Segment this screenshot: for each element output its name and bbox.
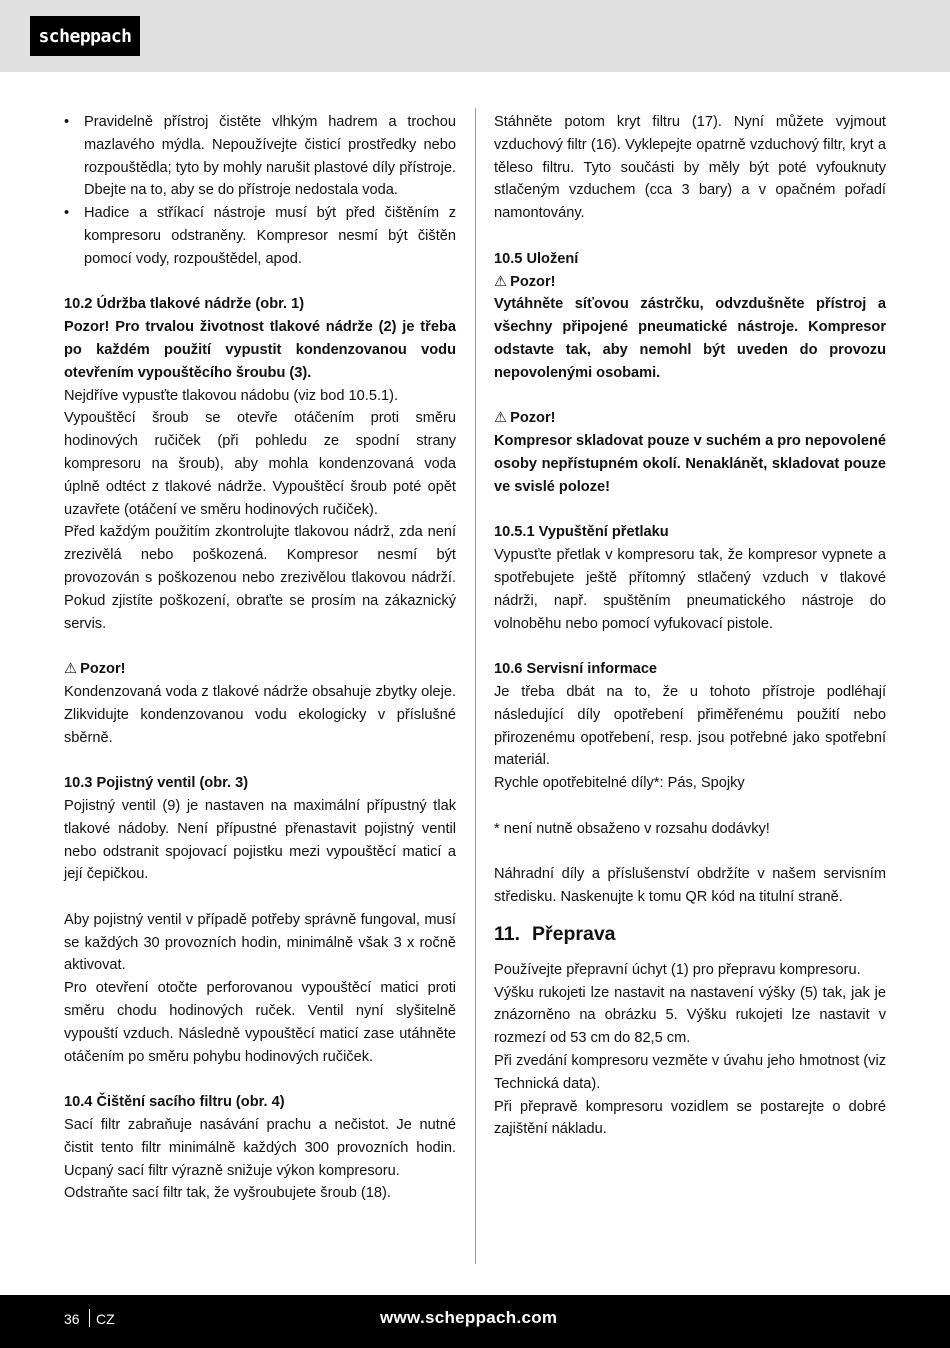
warning-triangle-icon: ⚠ <box>494 273 508 290</box>
paragraph: Vypusťte přetlak v kompresoru tak, že kompresor vypnete a spotřebujete ještě přítomný stlačený vzduch v tlakové nádrži, např. spuštěním pneumatického nástroje do volnoběhu nebo pomocí vyfukovací pistole. <box>494 547 886 632</box>
right-column <box>494 111 886 1141</box>
warning-heading: ⚠ Pozor! <box>494 273 556 290</box>
paragraph: Pojistný ventil (9) je nastaven na maximální přípustný tlak tlakové nádoby. Není přípustné přenastavit pojistný ventil nebo odstranit spojovací pojistku mezi vypouštěcí maticí a její čepičkou. <box>64 797 456 883</box>
paragraph: Sací filtr zabraňuje nasávání prachu a nečistot. Je nutné čistit tento filtr minimálně každých 300 provozních hodin. Ucpaný sací filtr výrazně snižuje výkon kompresoru. <box>64 1117 456 1179</box>
warning-text: Kompresor skladovat pouze v suchém a pro nepovolené osoby nepřístupném okolí. Nenaklánět, skladovat pouze ve svislé poloze! <box>494 433 886 495</box>
bullet-icon: • <box>64 114 70 130</box>
paragraph: Vypouštěcí šroub se otevře otáčením proti směru hodinových ručiček (při pohledu ze spodní strany kompresoru na šroub), aby mohla kondenzovaná voda úplně odtéct z tlakové nádrže. Vypouštěcí šroub poté opět uzavřete (otáčení ve směru hodinových ručiček). <box>64 410 456 518</box>
section-heading-10-4: 10.4 Čištění sacího filtru (obr. 4) <box>64 1094 285 1111</box>
paragraph: Stáhněte potom kryt filtru (17). Nyní můžete vyjmout vzduchový filtr (16). Vyklepejte opatrně vzduchový filtr, kryt a těleso filtru. Tyto součásti by měly být poté vyfouknuty stlačeným vzduchem (cca 3 bary) a v opačném pořadí namontovány. <box>494 114 886 222</box>
warning-triangle-icon: ⚠ <box>494 410 508 427</box>
page-number: 36 <box>64 1311 80 1327</box>
section-heading-10-2: 10.2 Údržba tlakové nádrže (obr. 1) <box>64 296 305 313</box>
paragraph: Výšku rukojeti lze nastavit na nastavení výšky (5) tak, jak je znázorněno na obrázku 5. Výšku rukojeti lze nastavit v rozmezí od 53 cm do 82,5 cm. <box>494 984 886 1047</box>
paragraph: Pro otevření otočte perforovanou vypouštěcí matici proti směru chodu hodinových ruček. Ventil nyní slyšitelně vypouští vzduch. Následně vypouštěcí maticí zase utáhněte otáčením po směru pohybu hodinových ručiček. <box>64 980 456 1065</box>
section-heading-10-5: 10.5 Uložení <box>494 250 579 267</box>
left-column <box>64 111 456 1205</box>
paragraph: Rychle opotřebitelné díly*: Pás, Spojky <box>494 775 745 792</box>
paragraph: Náhradní díly a příslušenství obdržíte v našem servisním středisku. Naskenujte k tomu QR kód na titulní straně. <box>494 866 886 906</box>
paragraph: Nejdříve vypusťte tlakovou nádobu (viz bod 10.5.1). <box>64 387 399 404</box>
paragraph: Při přepravě kompresoru vozidlem se postarejte o dobré zajištění nákladu. <box>494 1098 886 1138</box>
section-heading-10-5-1: 10.5.1 Vypuštění přetlaku <box>494 524 669 541</box>
paragraph: Používejte přepravní úchyt (1) pro přepravu kompresoru. <box>494 961 861 978</box>
warning-text: Vytáhněte síťovou zástrčku, odvzdušněte přístroj a všechny připojené pneumatické nástroje. Kompresor odstavte tak, aby nemohl být uveden do provozu nepovolenými osobami. <box>494 296 886 381</box>
footer-separator <box>89 1309 90 1327</box>
section-heading-10-6: 10.6 Servisní informace <box>494 661 658 678</box>
list-item: • Hadice a stříkací nástroje musí být před čištěním z kompresoru odstraněny. Kompresor nesmí být čištěn pomocí vody, rozpouštědel, apod. <box>64 202 456 270</box>
paragraph: Odstraňte sací filtr tak, že vyšroubujete šroub (18). <box>64 1185 391 1202</box>
footer-bar <box>0 1295 950 1348</box>
scheppach-logo: scheppach <box>30 16 140 56</box>
column-divider <box>475 108 476 1264</box>
bullet-icon: • <box>64 205 70 222</box>
header-band <box>0 0 950 72</box>
cleaning-bullet-list <box>64 111 456 271</box>
paragraph: Je třeba dbát na to, že u tohoto přístroje podléhají následující díly opotřebení přiměřenému použití nebo přirozenému opotřebení, resp. jsou potřebné jako spotřební materiál. <box>494 683 886 769</box>
language-code: CZ <box>96 1311 115 1327</box>
warning-heading: ⚠ Pozor! <box>494 410 556 427</box>
paragraph: Kondenzovaná voda z tlakové nádrže obsahuje zbytky oleje. Zlikvidujte kondenzovanou vodu ekologicky v příslušné sběrně. <box>64 683 456 746</box>
list-item: • Pravidelně přístroj čistěte vlhkým hadrem a trochou mazlavého mýdla. Nepoužívejte čisticí prostředky nebo rozpouštědla; tyto by mohly narušit plastové díly přístroje. Dbejte na to, aby se do přístroje nedostala voda. <box>64 111 456 202</box>
warning-heading: ⚠ Pozor! <box>64 661 126 678</box>
paragraph: Aby pojistný ventil v případě potřeby správně fungoval, musí se každých 30 provozních hodin, minimálně však 3 x ročně aktivovat. <box>64 911 456 974</box>
warning-triangle-icon: ⚠ <box>64 661 78 678</box>
section-heading-10-3: 10.3 Pojistný ventil (obr. 3) <box>64 775 249 792</box>
footnote: * není nutně obsaženo v rozsahu dodávky! <box>494 820 770 837</box>
warning-text: Pozor! Pro trvalou životnost tlakové nádrže (2) je třeba po každém použití vypustit kondenzovanou vodu otevřením vypouštěcího šroubu (3). <box>64 319 456 381</box>
chapter-heading-11: 11. Přeprava <box>494 922 616 945</box>
paragraph: Před každým použitím zkontrolujte tlakovou nádrž, zda není zrezivělá nebo poškozená. Kompresor nesmí být provozován s poškozenou nebo zrezivělou tlakovou nádrží. Pokud zjistíte poškození, obraťte se prosím na zákaznický servis. <box>64 524 456 632</box>
website-link[interactable]: www.scheppach.com <box>380 1308 558 1327</box>
paragraph: Při zvedání kompresoru vezměte v úvahu jeho hmotnost (viz Technická data). <box>494 1053 886 1092</box>
